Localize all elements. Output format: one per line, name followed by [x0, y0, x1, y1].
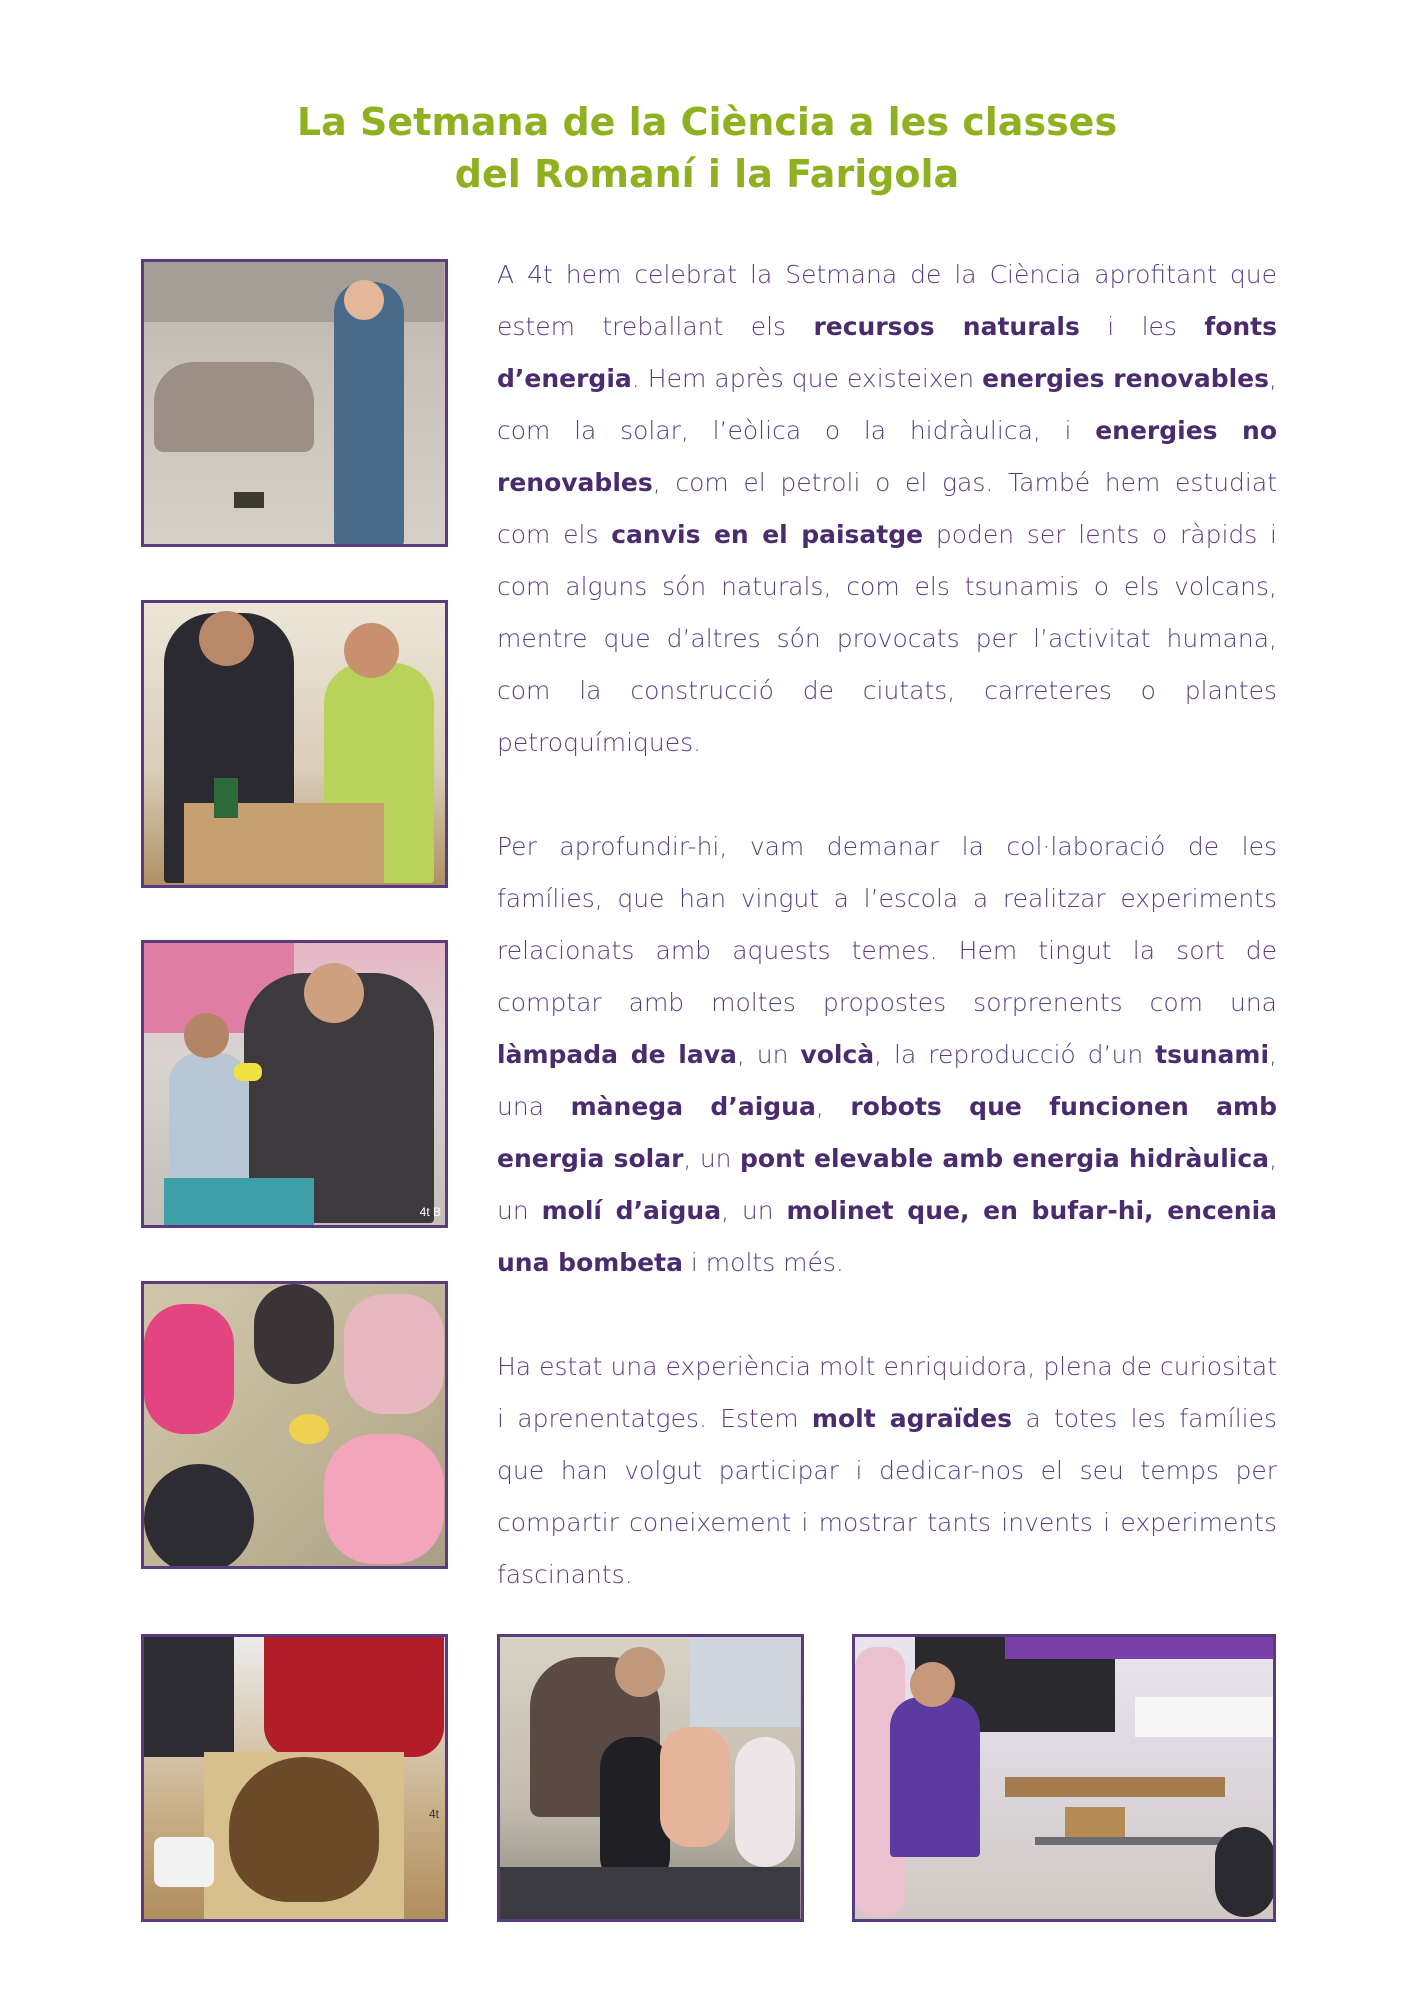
text-run: , un: [497, 1144, 1278, 1225]
title-line-2: del Romaní i la Farigola: [454, 152, 960, 196]
bold-term: molí d’aigua: [541, 1196, 722, 1225]
photo-solar-robot-playground: [141, 259, 448, 547]
photo-label: 4t B: [419, 1205, 441, 1219]
text-run: . Hem après que existeixen: [631, 364, 983, 393]
bold-term: fonts d’energia: [497, 312, 1278, 393]
paragraph-2: [497, 821, 1277, 1289]
photo-hydraulic-bridge: [852, 1634, 1276, 1922]
text-run: , com el petroli o el gas. També hem estudiat com els: [497, 468, 1277, 549]
bold-term: energies no renovables: [497, 416, 1277, 497]
bold-term: pont elevable amb energia hidràulica: [740, 1144, 1270, 1173]
bold-term: volcà: [800, 1040, 875, 1069]
article-body: [497, 249, 1277, 1653]
text-run: i les: [1079, 312, 1205, 341]
bold-term: recursos naturals: [813, 312, 1080, 341]
bold-term: làmpada de lava: [497, 1040, 737, 1069]
photo-label: 4t: [428, 1807, 439, 1821]
paragraph-3: [497, 1341, 1277, 1601]
paragraph-1: [497, 249, 1277, 769]
bold-term: mànega d’aigua: [570, 1092, 816, 1121]
page-title: [0, 96, 1414, 200]
photo-volcano-model: [141, 1634, 448, 1922]
text-run: Per aprofundir-hi, vam demanar la col·laboració de les famílies, que han vingut a l’escola a realitzar experiments relacionats amb aquests temes. Hem tingut la sort de comptar amb moltes propostes sorprenents com una: [497, 832, 1277, 1017]
photo-volcano-lighter-experiment: [141, 940, 448, 1228]
text-run: , un: [721, 1196, 787, 1225]
bold-term: energies renovables: [982, 364, 1270, 393]
photo-lava-lamp-experiment: [141, 600, 448, 888]
photo-children-floor-activity: [141, 1281, 448, 1569]
bold-term: molinet que, en bufar-hi, encenia una bombeta: [497, 1196, 1278, 1277]
text-run: poden ser lents o ràpids i com alguns són naturals, com els tsunamis o els volcans, mentre que d’altres són provocats per l’activitat humana, com la construcció de ciutats, carreteres o plantes petroquímiques.: [497, 520, 1277, 757]
bold-term: tsunami: [1155, 1040, 1270, 1069]
text-run: , una: [497, 1040, 1277, 1121]
bold-term: canvis en el paisatge: [611, 520, 924, 549]
text-run: , un: [736, 1040, 801, 1069]
text-run: i molts més.: [682, 1248, 844, 1277]
title-line-1: La Setmana de la Ciència a les classes: [296, 100, 1118, 144]
text-run: , com la solar, l’eòlica o la hidràulica, i: [497, 364, 1277, 445]
bold-term: robots que funcionen amb energia solar: [497, 1092, 1277, 1173]
text-run: , un: [683, 1144, 740, 1173]
text-run: A 4t hem celebrat la Setmana de la Ciència aprofitant que estem treballant els: [497, 260, 1277, 341]
photo-parent-with-children: [497, 1634, 804, 1922]
text-run: a totes les famílies que han volgut participar i dedicar-nos el seu temps per compartir coneixement i mostrar tants invents i experiments fascinants.: [497, 1404, 1277, 1589]
bold-term: molt agraïdes: [811, 1404, 1013, 1433]
text-run: Ha estat una experiència molt enriquidora, plena de curiositat i aprenentatges. Estem: [497, 1352, 1277, 1433]
text-run: ,: [815, 1092, 851, 1121]
text-run: , la reproducció d’un: [874, 1040, 1156, 1069]
